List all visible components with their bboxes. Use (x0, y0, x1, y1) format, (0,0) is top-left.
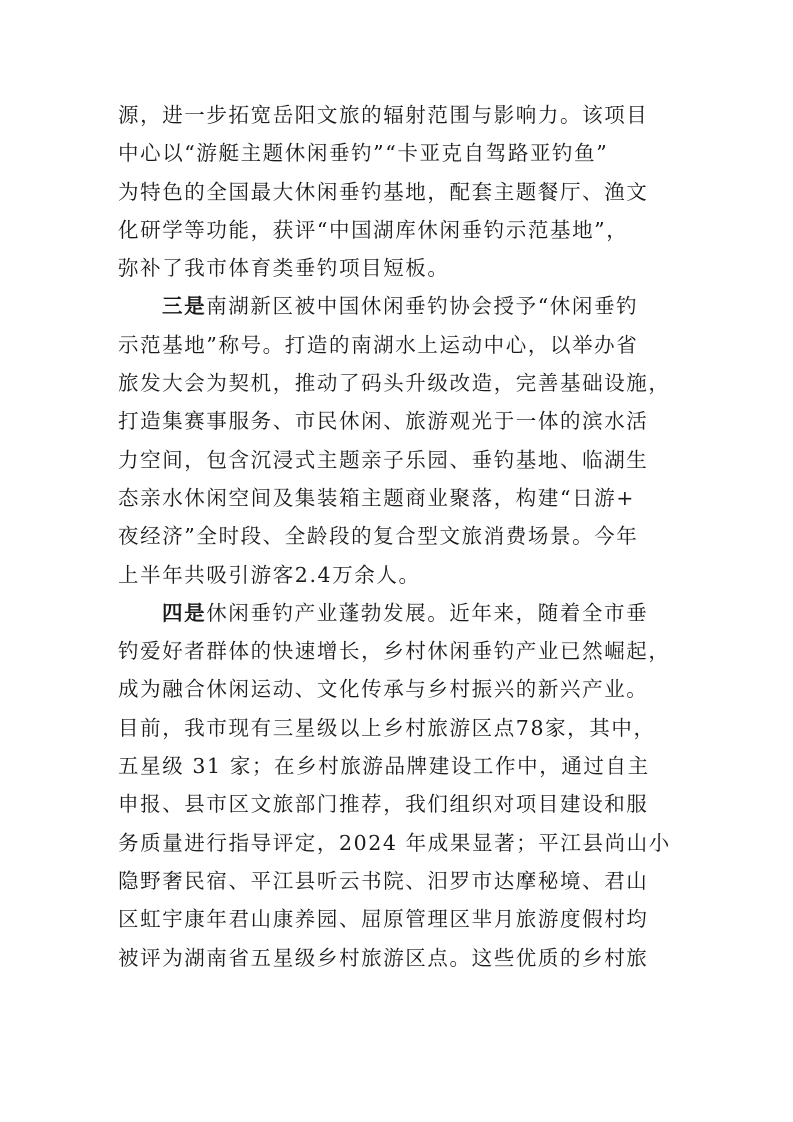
text-line: 中心以“游艇主题休闲垂钓”“卡亚克自驾路亚钓鱼” (118, 141, 609, 166)
text-line: 隐野奢民宿、平江县听云书院、汨罗市达摩秘境、君山 (118, 868, 649, 893)
paragraph-3 (118, 594, 678, 977)
text-line: 目前，我市现有三星级以上乡村旅游区点78家，其中， (118, 715, 656, 740)
text-line: 为特色的全国最大休闲垂钓基地，配套主题餐厅、渔文 (118, 179, 649, 204)
text-line: 上半年共吸引游客2.4万余人。 (118, 562, 421, 587)
text-line: 旅发大会为契机，推动了码头升级改造，完善基础设施， (118, 371, 671, 396)
text-line-rest: 休闲垂钓产业蓬勃发展。近年来，随着全市垂 (206, 600, 649, 625)
text-line: 申报、县市区文旅部门推荐，我们组织对项目建设和服 (118, 792, 649, 817)
text-line: 务质量进行指导评定，2024 年成果显著；平江县尚山小 (118, 830, 671, 855)
text-line: 夜经济”全时段、全龄段的复合型文旅消费场景。今年 (118, 524, 639, 549)
paragraph-1 (118, 96, 678, 287)
paragraph-lead: 四是 (162, 600, 207, 625)
text-line: 成为融合休闲运动、文化传承与乡村振兴的新兴产业。 (118, 677, 649, 702)
text-line: 弥补了我市体育类垂钓项目短板。 (118, 256, 450, 281)
text-line: 力空间，包含沉浸式主题亲子乐园、垂钓基地、临湖生 (118, 447, 649, 472)
paragraph-first-line (118, 594, 678, 632)
text-line: 区虹宇康年君山康养园、屈原管理区芈月旅游度假村均 (118, 907, 649, 932)
text-line: 打造集赛事服务、市民休闲、旅游观光于一体的滨水活 (118, 409, 649, 434)
paragraph-2 (118, 287, 678, 593)
text-line: 态亲水休闲空间及集装箱主题商业聚落，构建“日游+ (118, 485, 636, 510)
paragraph-lead: 三是 (162, 294, 207, 319)
paragraph-first-line (118, 287, 678, 325)
text-line: 钓爱好者群体的快速增长，乡村休闲垂钓产业已然崛起， (118, 639, 671, 664)
text-line: 化研学等功能，获评“中国湖库休闲垂钓示范基地”， (118, 217, 629, 242)
text-line: 示范基地”称号。打造的南湖水上运动中心，以举办省 (118, 332, 639, 357)
text-line: 被评为湖南省五星级乡村旅游区点。这些优质的乡村旅 (118, 945, 649, 970)
text-line: 源，进一步拓宽岳阳文旅的辐射范围与影响力。该项目 (118, 103, 649, 127)
document-body (118, 96, 678, 977)
text-line: 五星级 31 家；在乡村旅游品牌建设工作中，通过自主 (118, 754, 650, 779)
text-line-rest: 南湖新区被中国休闲垂钓协会授予“休闲垂钓 (206, 294, 639, 319)
